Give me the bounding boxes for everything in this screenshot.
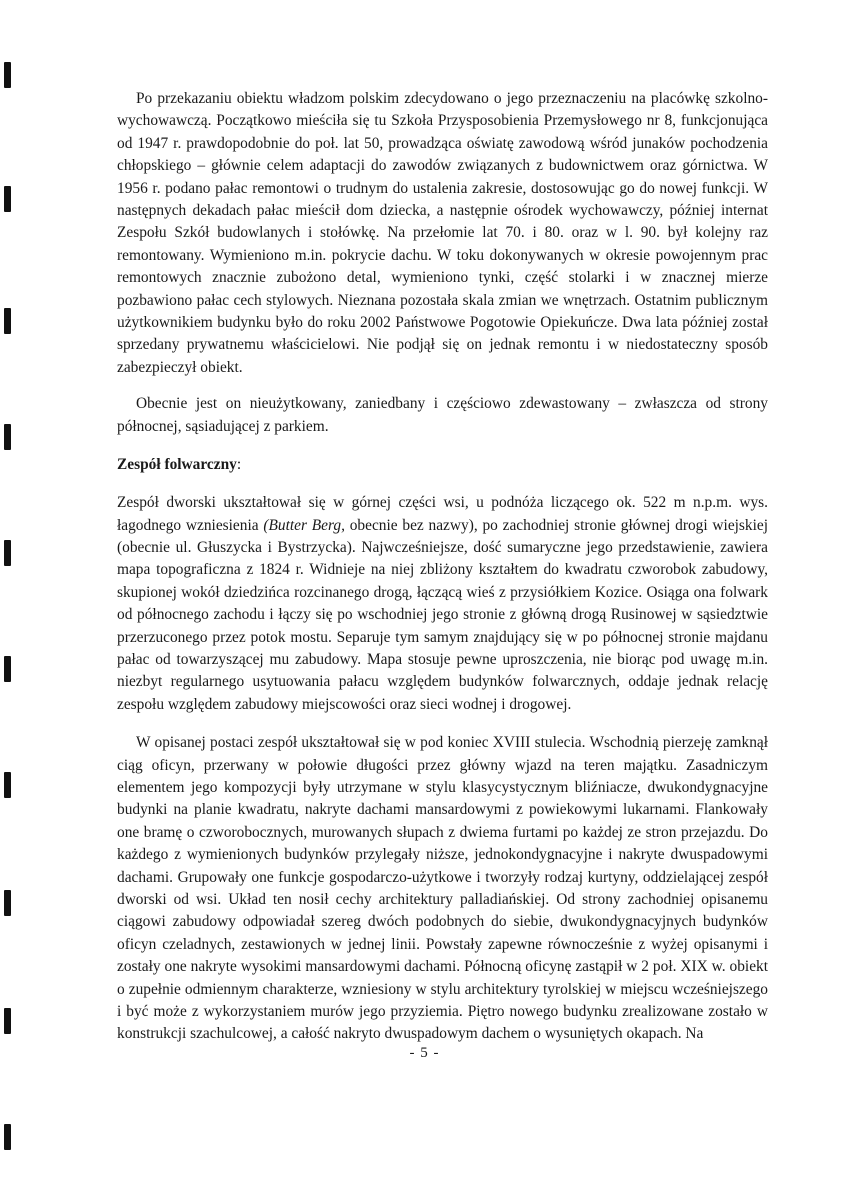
binder-mark	[4, 186, 11, 212]
italic-text: (Butter Berg,	[263, 516, 345, 534]
binder-mark	[4, 656, 11, 682]
paragraph	[117, 393, 768, 438]
section-heading	[117, 454, 768, 476]
paragraph-text: Obecnie jest on nieużytkowany, zaniedbany i częściowo zdewastowany – zwłaszcza od strony północnej, sąsiadującej z parkiem.	[117, 395, 768, 435]
binder-mark	[4, 308, 11, 334]
document-body	[117, 88, 768, 1046]
binder-mark	[4, 424, 11, 450]
paragraph-text: Zespół dworski ukształtował się w górnej części wsi, u podnóża liczącego ok. 522 m n.p.m. wys. łagodnego wzniesienia	[117, 494, 768, 534]
heading-colon: :	[236, 456, 242, 474]
binder-mark	[4, 772, 11, 798]
paragraph-text: Po przekazaniu obiektu władzom polskim zdecydowano o jego przeznaczeniu na placówkę szkolno-wychowawczą. Początkowo mieściła się tu Szkoła Przysposobienia Przemysłowego nr 8, funkcjonująca od 1947 r. prawdopodobnie do poł. lat 50, prowadząca oświatę zawodową wśród junaków pochodzenia chłopskiego – głównie celem adaptacji do zawodów związanych z budownictwem oraz górnictwa. W 1956 r. podano pałac remontowi o trudnym do ustalenia zakresie, dostosowując go do nowej funkcji. W następnych dekadach pałac mieścił dom dziecka, a następnie ośrodek wychowawczy, później internat Zespołu Szkół budowlanych i stołówkę. Na przełomie lat 70. i 80. oraz w l. 90. był kolejny raz remontowany. Wymieniono m.in. pokrycie dachu. W toku dokonywanych w okresie powojennym prac remontowych znacznie zubożono detal, wymieniono tynki, część stolarki i w znacznej mierze pozbawiono pałac cech stylowych. Nieznana pozostała skala zmian we wnętrzach. Ostatnim publicznym użytkownikiem budynku było do roku 2002 Państwowe Pogotowie Opiekuńcze. Dwa lata później został sprzedany prywatnemu właścicielowi. Nie podjął się on jednak remontu i w niedostateczny sposób zabezpieczył obiekt.	[117, 90, 768, 376]
binder-mark	[4, 62, 11, 88]
paragraph-text: W opisanej postaci zespół ukształtował się w pod koniec XVIII stulecia. Wschodnią pierzeję zamknął ciąg oficyn, przerwany w połowie długości przez główny wjazd na teren majątku. Zasadniczym elementem jego kompozycji były utrzymane w stylu klasycystycznym bliźniacze, dwukondygnacyjne budynki na planie kwadratu, nakryte dachami mansardowymi z powiekowymi lukarnami. Flankowały one bramę o czworobocznych, murowanych słupach z dwiema furtami po każdej ze stron przejazdu. Do każdego z wymienionych budynków przylegały niższe, jednokondygnacyjne i nakryte dwuspadowymi dachami. Grupowały one funkcje gospodarczo-użytkowe i tworzyły rodzaj kurtyny, oddzielającej zespół dworski od wsi. Układ ten nosił cechy architektury palladiańskiej. Od strony zachodniej opisanemu ciągowi zabudowy odpowiadał szereg dwóch podobnych do siebie, dwukondygnacyjnych budynków oficyn czeladnych, zestawionych w jednej linii. Powstały zapewne równocześnie z wyżej opisanymi i zostały one nakryte wysokimi mansardowymi dachami. Północną oficynę zastąpił w 2 poł. XIX w. obiekt o zupełnie odmiennym charakterze, wzniesiony w stylu architektury tyrolskiej w miejscu wcześniejszego i być może z wykorzystaniem murów jego przyziemia. Piętro nowego budynku zrealizowane zostało w konstrukcji szachulcowej, a całość nakryto dwuspadowym dachem o wysuniętych okapach. Na	[117, 734, 768, 1043]
paragraph	[117, 492, 768, 716]
heading-text: Zespół folwarczny	[117, 456, 237, 474]
paragraph	[117, 88, 768, 379]
binder-mark	[4, 890, 11, 916]
binder-mark	[4, 1008, 11, 1034]
paragraph-text: obecnie bez nazwy), po zachodniej stronie głównej drogi wiejskiej (obecnie ul. Głuszycka i Bystrzycka). Najwcześniejsze, dość sumaryczne jego przedstawienie, zawiera mapa topograficzna z 1824 r. Widnieje na niej zbliżony kształtem do kwadratu czworobok zabudowy, skupionej wokół dziedzińca rozcinanego drogą, łączącą wieś z przysiółkiem Kozice. Osiąga ona folwark od północnego zachodu i łączy się po wschodniej jego stronie z główną drogą Rusinowej w sąsiedztwie przerzuconego przez potok mostu. Separuje tym samym znajdujący się w po północnej stronie majdanu pałac od towarzyszącej mu zabudowy. Mapa stosuje pewne uproszczenia, nie biorąc pod uwagę m.in. niezbyt regularnego usytuowania pałacu względem budynków folwarcznych, oddaje jednak relację zespołu względem zabudowy miejscowości oraz sieci wodnej i drogowej.	[117, 516, 769, 713]
binder-mark	[4, 540, 11, 566]
paragraph	[117, 732, 768, 1046]
page-number: - 5 -	[409, 1045, 440, 1061]
binder-mark	[4, 1124, 11, 1150]
